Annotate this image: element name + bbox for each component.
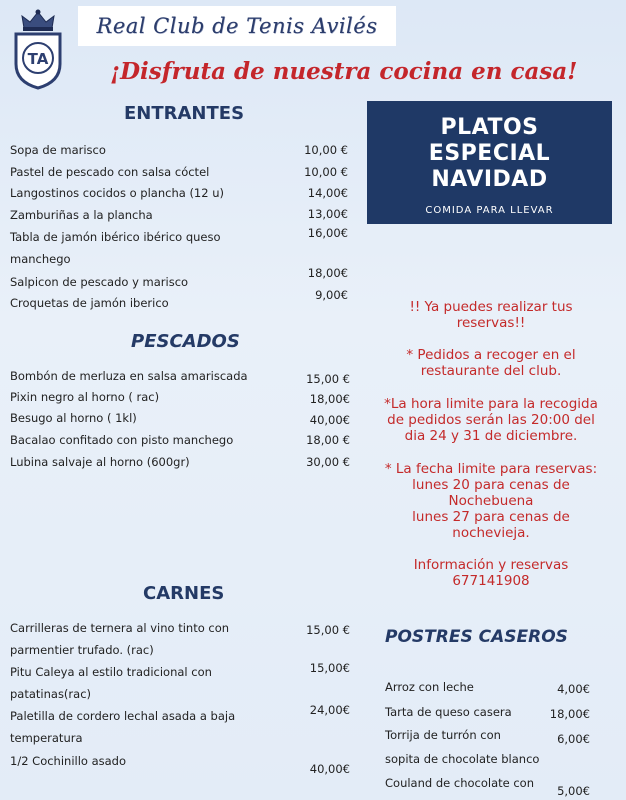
notice-pickup [362,347,620,379]
menu-price: 30,00 € [306,455,350,469]
menu-item: Tabla de jamón ibérico ibérico queso [10,230,221,244]
menu-price: 6,00€ [557,732,590,746]
menu-item: 1/2 Cochinillo asado [10,754,127,768]
menu-item-cont: parmentier trufado. (rac) [10,643,154,657]
special-box-subtitle: COMIDA PARA LLEVAR [425,205,554,216]
menu-price: 16,00€ [307,226,348,240]
notice-line: *La hora limite para la recogida [384,396,598,412]
notice-line: de pedidos serán las 20:00 del [387,412,595,428]
notice-time-limit [362,396,620,444]
menu-item-cont: temperatura [10,731,83,745]
menu-item: Besugo al horno ( 1kl) [10,411,137,425]
club-name: Real Club de Tenis Avilés [96,14,378,38]
menu-item-cont: manchego [10,252,71,266]
box-title-line: ESPECIAL [428,141,551,166]
notice-line: restaurante del club. [420,363,562,379]
postres-title: POSTRES CASEROS [385,627,568,647]
menu-item: Pitu Caleya al estilo tradicional con [10,665,212,679]
menu-item-cont: sopita de chocolate blanco [385,752,540,766]
menu-item: Lubina salvaje al horno (600gr) [10,455,190,469]
pescados-title: PESCADOS [131,331,240,352]
menu-price: 14,00€ [307,186,348,200]
menu-item: Arroz con leche [385,680,474,694]
notice-line: lunes 20 para cenas de [412,477,570,493]
menu-item-cont: patatinas(rac) [10,687,92,701]
notice-deadline [362,461,620,541]
menu-price: 24,00€ [309,703,350,717]
menu-price: 40,00€ [309,413,350,427]
menu-item: Bacalao confitado con pisto manchego [10,433,234,447]
menu-price: 18,00 € [306,433,350,447]
special-box-title [367,115,612,193]
notice-line: Nochebuena [448,493,534,509]
menu-price: 15,00 € [306,372,350,386]
notice-line: reservas!! [456,315,526,331]
menu-price: 10,00 € [304,143,348,157]
menu-price: 4,00€ [557,682,590,696]
menu-price: 18,00€ [309,392,350,406]
box-title-line: PLATOS [440,115,539,140]
menu-item: Salpicon de pescado y marisco [10,275,189,289]
notice-line: !! Ya puedes realizar tus [409,299,573,315]
menu-price: 40,00€ [309,762,350,776]
notice-line: * Pedidos a recoger en el [406,347,576,363]
menu-item: Pastel de pescado con salsa cóctel [10,165,210,179]
box-title-line: NAVIDAD [431,167,548,192]
menu-item: Carrilleras de ternera al vino tinto con [10,621,230,635]
tagline: ¡Disfruta de nuestra cocina en casa! [110,58,578,85]
menu-item: Zamburiñas a la plancha [10,208,153,222]
contact-phone: 677141908 [452,573,530,589]
menu-item: Croquetas de jamón iberico [10,296,169,310]
notice-reservations [362,299,620,331]
menu-item: Langostinos cocidos o plancha (12 u) [10,186,224,200]
menu-item: Torrija de turrón con [385,728,501,742]
carnes-title: CARNES [143,583,225,604]
menu-price: 15,00€ [309,661,350,675]
special-christmas-box [367,101,612,224]
notice-line: dia 24 y 31 de diciembre. [404,428,578,444]
menu-price: 10,00 € [304,165,348,179]
notice-line: Información y reservas [413,557,569,573]
notice-contact [362,557,620,589]
crown-icon [22,10,54,32]
menu-item: Paletilla de cordero lechal asada a baja [10,709,236,723]
menu-item: Bombón de merluza en salsa amariscada [10,369,248,383]
club-banner [78,6,396,46]
menu-item: Pixin negro al horno ( rac) [10,390,160,404]
notice-line: lunes 27 para cenas de [412,509,570,525]
entrantes-title: ENTRANTES [124,103,245,124]
notice-line: * La fecha limite para reservas: [384,461,598,477]
menu-price: 15,00 € [306,623,350,637]
menu-item: Couland de chocolate con [385,776,535,790]
menu-item: Tarta de queso casera [385,705,512,719]
menu-price: 18,00€ [549,707,590,721]
logo-letters: TA [27,50,49,68]
club-logo [8,6,68,90]
menu-price: 5,00€ [557,784,590,798]
menu-price: 13,00€ [307,207,348,221]
notice-line: nochevieja. [452,525,530,541]
menu-price: 9,00€ [315,288,348,302]
menu-price: 18,00€ [307,266,348,280]
menu-item: Sopa de marisco [10,143,106,157]
